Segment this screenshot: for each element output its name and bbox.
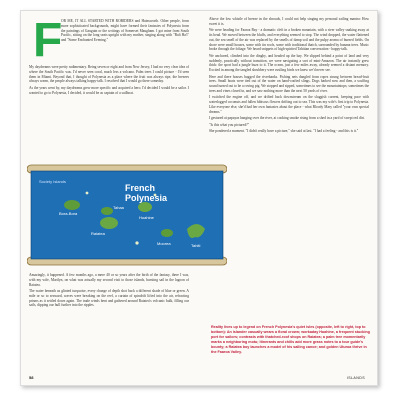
drop-cap: F: [33, 14, 63, 67]
article-intro: OR ME, IT ALL STARTED WITH ROBIDERS and Hainsworth. Other people, from more sophisticated backgrounds, might have formed their fantasies of Polynesia from the paintings of Gauguin or the writings of Somerset Maugham. I got mine from South Pacific, sitting on the long seats upright with my mother, singing along with "Bali Ha'i" and "Some Enchanted Evening.": [61, 19, 189, 43]
map-label: Huahine: [139, 215, 154, 220]
photo-caption: Reality lives up to legend on French Polynesia's quiet isles (opposite, left to right, top to bottom): An islander casually wears a floral crown; workaday Huahine, a frequent stucking port for sailors; contrasts with thatched-roof shops on Raiatea; a palm tree momentarily marks a neighboring motu; Itinerants and chills add more grass notes to a tour guide's bounty; a Raiatea boy launches a model of his sailing canoe; and golden Uturoa thrive in the Faaroa Valley.: [211, 325, 370, 354]
body-paragraph: She pondered a moment. "I didn't really have a picture," she said at last. "I had a feeling - and this is it.": [209, 128, 359, 133]
island-huahine: [138, 202, 152, 212]
body-paragraph: We were heading for Faaroa Bay - a dramatic cleft in a broken mountain, with a river valley snaking away at its head. We moved between the bluffs, and everything seemed to stop. The wind dropped, the water flattened out, the sea smell of the air was replaced by the smells of damp soil and the pulpy aroma of burned fields. On shore were small houses, some with tin roofs, some with traditional thatch, surrounded by banana trees. Music broke through the foliage. We heard snippets of high-spirited Tahitian conversation - happy-talk.: [209, 28, 369, 52]
map-label: Tahaa: [113, 205, 124, 210]
body-paragraph: I switched the engine off, and we drifted back downstream on the sluggish current, keeping pace with waterlogged coconuts and fallen hibiscus flowers drifting out to sea. This was my wife's first trip to Polynesia. Like everyone else, she'd had her own fantasies about the place - what Bloody Mary called "your own special dreams.": [209, 95, 369, 114]
page-number: 58: [29, 375, 34, 380]
map-label: Moorea: [157, 241, 171, 246]
island-moorea: [161, 229, 173, 237]
island-bora-bora: [64, 200, 80, 210]
body-paragraph: We anchored, climbed into the dinghy, and headed up the bay. We slipped behind a point of land and very suddenly, practically without transition, we were navigating a sort of mini-Amazon. The air instantly grew thick: the sport had a jungle buzz to it. The ocean, just a few miles away, already seemed a distant memory. Excited in among the tangled shrubbery were rustling birds we knew we'd never see.: [209, 53, 369, 73]
polynesia-map: [27, 163, 227, 267]
map-illustration: [27, 163, 227, 267]
body-paragraph: I gestured at papayas hanging over the river, at cooking smoke rising from a shed in a yard of swept red dirt.: [209, 116, 365, 121]
magazine-name: ISLANDS: [346, 376, 365, 380]
map-label: Raiatea: [91, 231, 105, 236]
body-paragraph: "Is this what you pictured?": [209, 122, 250, 127]
body-paragraph: As the years went by, my daydreams grew more specific and acquired a hero. I'd decided I would be a sailor. I wanted to go to Polynesia, I decided, it would be as captain of a sailboat.: [29, 85, 189, 95]
map-label: Society Islands: [39, 179, 66, 184]
left-column-bottom: [29, 273, 189, 310]
right-column: [209, 17, 369, 135]
island-tahaa: [101, 207, 113, 215]
map-label: Bora-Bora: [59, 211, 78, 216]
body-paragraph: The water beneath us glinted turquoise, every change of depth shot back a different shade of blue or green. A mile or so to seaward, waves were breaking on the reef, a curtain of spindrift lifted into the air, refracting prisms as it settled down again. The trade winds bent and gathered around Raiatea's volcanic bulk, filling our sails, dipping our hull further into the ripples.: [29, 288, 189, 308]
magazine-page: [20, 10, 378, 386]
map-title-line1: French: [125, 183, 156, 193]
body-paragraph: Above the low whistle of breeze in the shrouds, I could not help singing my personal sailing mantra: How sweet it is.: [209, 17, 369, 26]
body-paragraph: Here and there houses hugged the riverbanks. Fishing nets dangled from ropes strung between bread-fruit trees. Small boats were tied out of the water on hand-crafted slings. Dogs barked now and then, a scuffing sound turned out to be a roving pig. We stopped and sipped, sometimes to see the mountaintops; sometimes the trees and vines closed in, and we saw nothing more than the next 50 yards of river.: [209, 74, 369, 93]
left-column-top: [29, 65, 189, 97]
body-paragraph: My daydreams were pretty rudimentary. Being seven or eight and from New Jersey, I had no very clear idea of where the South Pacific was. I'd never seen coral, much less a volcano. Palm trees I could picture - I'd seen them in Miami. Beyond that, I thought of Polynesia as a place where the fruit was always ripe, the breezes always warm, the people always talking happy-talk. I resolved that I would go there someday.: [29, 65, 189, 84]
map-label: Tahiti: [191, 243, 201, 248]
body-paragraph: Amazingly, it happened. A few months ago, a mere 40 or so years after the birth of the fantasy, there I was, with my wife, Marilyn, on what was actually my second visit to those islands, bursting sail in the lagoon of Raiatea.: [29, 273, 189, 287]
map-title-line2: Polynesia: [125, 193, 168, 203]
island-raiatea: [100, 217, 118, 229]
